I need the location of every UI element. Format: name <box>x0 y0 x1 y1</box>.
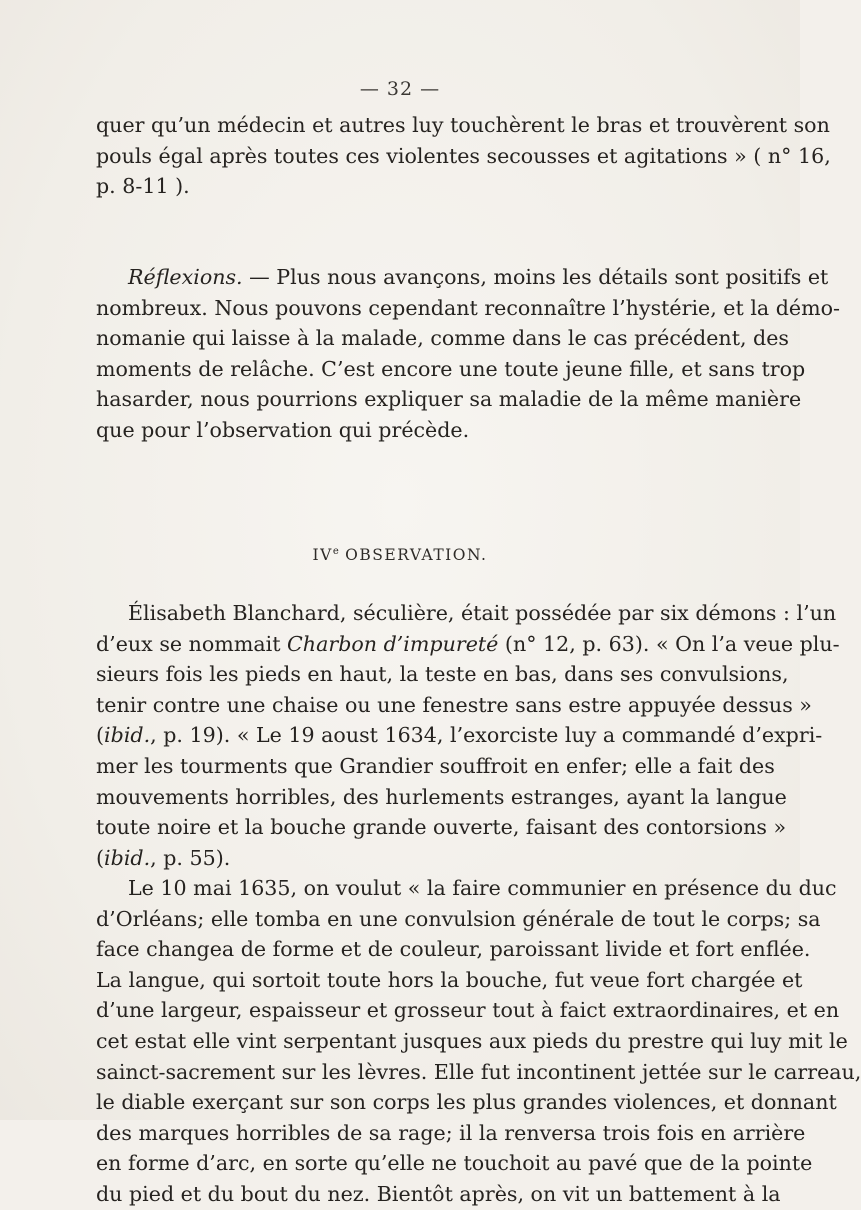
paragraph-continuation <box>96 110 831 202</box>
text-line: toute noire et la bouche grande ouverte, faisant des contorsions » <box>96 815 787 840</box>
text-line: tenir contre une chaise ou une fenestre sans estre appuyée dessus » <box>96 692 812 717</box>
text-line: pouls égal après toutes ces violentes secousses et agitations » ( n° 16, <box>96 143 831 168</box>
text-line <box>96 629 840 660</box>
text-line: Le 10 mai 1635, on voulut « la faire communier en présence du duc <box>128 876 837 900</box>
heading-sup: e <box>332 545 339 557</box>
text-line: le diable exerçant sur son corps les plus grandes violences, et donnant <box>96 1090 837 1115</box>
text-line: p. 8-11 ). <box>96 174 190 199</box>
text-line: des marques horribles de sa rage; il la renversa trois fois en arrière <box>96 1120 806 1145</box>
text-fragment: ( <box>96 845 105 870</box>
page-number: — 32 — <box>359 78 441 100</box>
text-line: cet estat elle vint serpentant jusques aux pieds du prestre qui luy mit le <box>96 1028 848 1053</box>
paragraph-reflexions <box>96 262 840 446</box>
text-line: du pied et du bout du nez. Bientôt après, on vit un battement à la <box>96 1181 781 1206</box>
text-line: d’une largeur, espaisseur et grosseur tout à faict extraordinaires, et en <box>96 998 840 1023</box>
text-line: nombreux. Nous pouvons cependant reconnaître l’hystérie, et la démo- <box>96 295 840 320</box>
heading-roman: IV <box>312 546 333 564</box>
text-line: La langue, qui sortoit toute hors la bouche, fut veue fort chargée et <box>96 967 803 992</box>
paragraph-observation <box>96 598 840 873</box>
text-line <box>96 262 829 293</box>
text-line: d’Orléans; elle tomba en une convulsion générale de tout le corps; sa <box>96 906 821 931</box>
text-fragment: (n° 12, p. 63). « On l’a veue plu- <box>498 631 840 656</box>
paragraph-communion <box>96 873 861 1210</box>
text-line: Élisabeth Blanchard, séculière, était possédée par six démons : l’un <box>128 601 837 625</box>
text-line: moments de relâche. C’est encore une toute jeune fille, et sans trop <box>96 356 806 381</box>
text-line: en forme d’arc, en sorte qu’elle ne touchoit au pavé que de la pointe <box>96 1151 813 1176</box>
citation-ibid: ibid. <box>104 723 151 748</box>
text-fragment: d’eux se nommait <box>96 631 288 656</box>
text-fragment: , p. 55). <box>150 845 231 870</box>
text-line: hasarder, nous pourrions expliquer sa maladie de la même manière <box>96 387 802 412</box>
demon-name: Charbon d’impureté <box>287 631 499 656</box>
text-line: face changea de forme et de couleur, paroissant livide et fort enflée. <box>96 937 811 962</box>
text-line: sainct-sacrement sur les lèvres. Elle fut incontinent jettée sur le carreau, <box>96 1059 861 1084</box>
text-line: mouvements horribles, des hurlements estranges, ayant la langue <box>96 784 787 809</box>
text-line: quer qu’un médecin et autres luy touchèrent le bras et trouvèrent son <box>96 113 830 137</box>
reflexions-label: Réflexions. <box>128 265 243 289</box>
citation-ibid: ibid. <box>104 845 151 870</box>
text-fragment: ( <box>96 723 105 748</box>
text-line: mer les tourments que Grandier souffroit en enfer; elle a fait des <box>96 753 775 778</box>
text-line: que pour l’observation qui précède. <box>96 417 470 442</box>
heading-title: OBSERVATION. <box>338 546 488 564</box>
text-line: sieurs fois les pieds en haut, la teste en bas, dans ses convulsions, <box>96 662 789 687</box>
text-fragment: , p. 19). « Le 19 aoust 1634, l’exorciste luy a commandé d’expri- <box>150 723 823 748</box>
text-line <box>96 843 710 874</box>
section-heading <box>0 546 800 564</box>
text-line <box>96 720 823 751</box>
text-line: nomanie qui laisse à la malade, comme dans le cas précédent, des <box>96 326 789 351</box>
text-fragment: — Plus nous avançons, moins les détails sont positifs et <box>242 265 829 289</box>
